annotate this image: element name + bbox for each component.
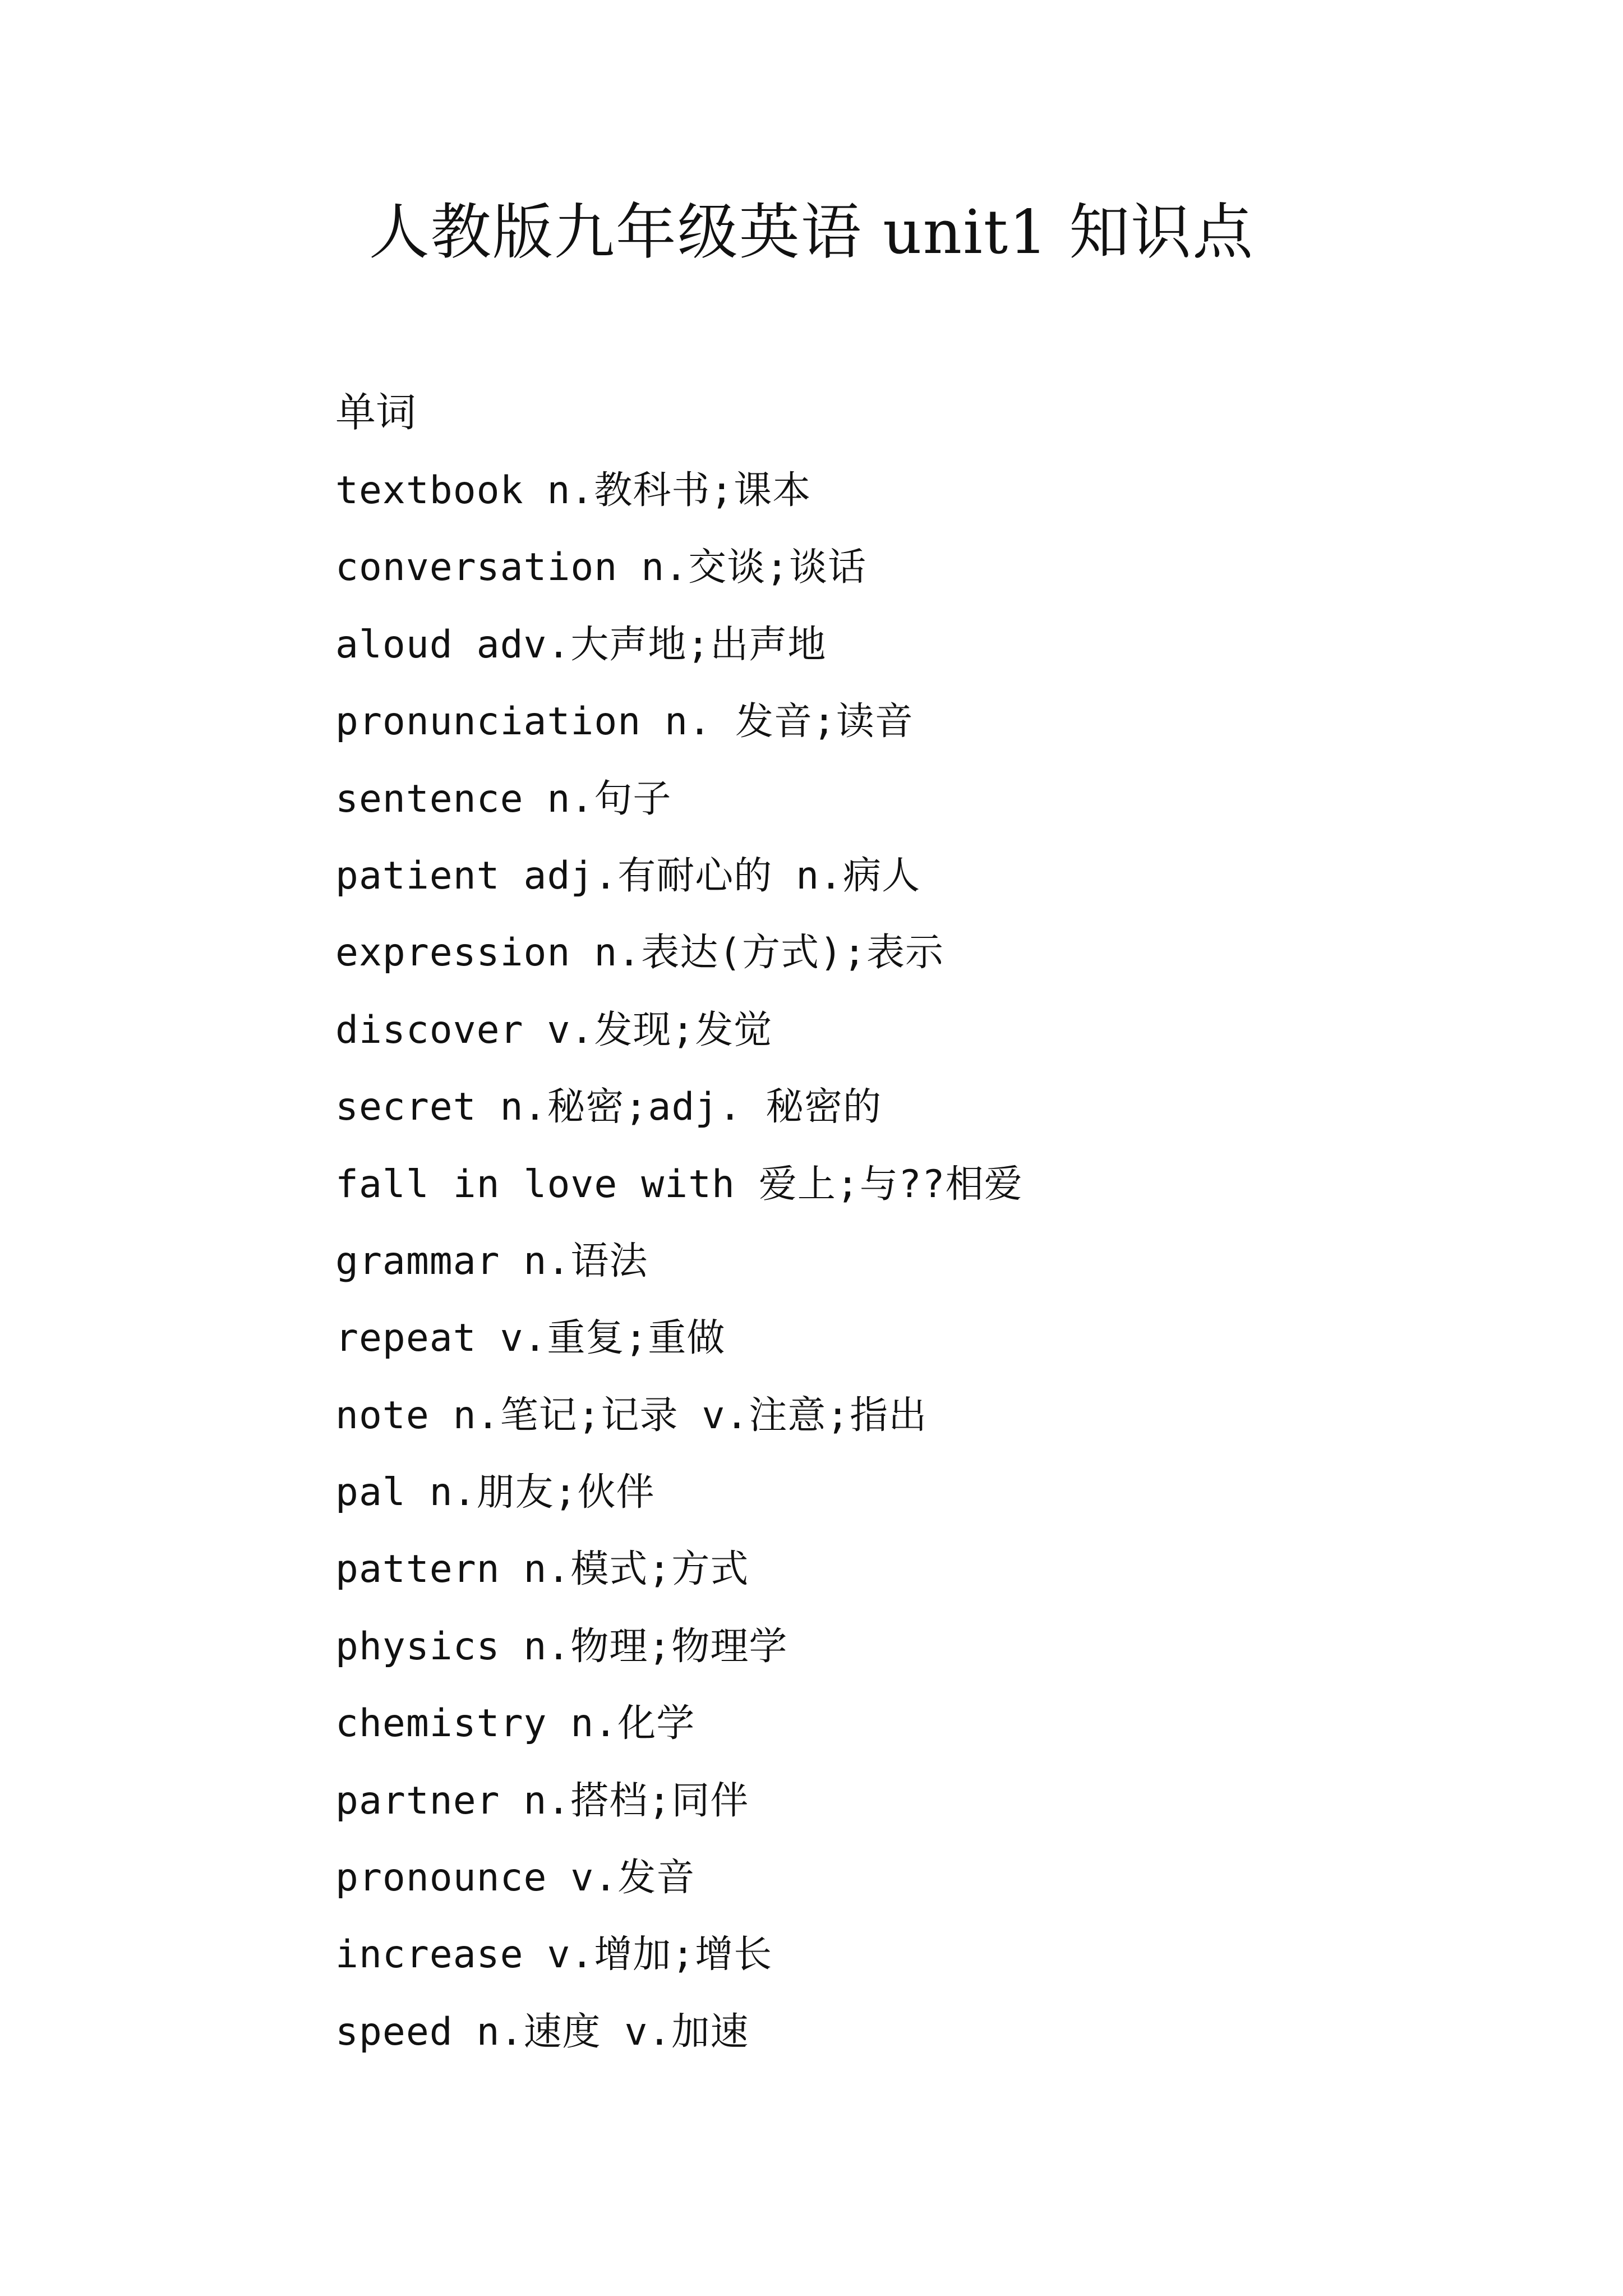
vocabulary-item: repeat v.重复;重做 bbox=[335, 1316, 726, 1361]
vocabulary-item: grammar n.语法 bbox=[335, 1239, 648, 1283]
document-title: 人教版九年级英语 unit1 知识点 bbox=[368, 197, 1255, 268]
vocabulary-item: chemistry n.化学 bbox=[335, 1701, 695, 1746]
section-heading-vocabulary: 单词 bbox=[335, 389, 417, 436]
vocabulary-item: expression n.表达(方式);表示 bbox=[335, 931, 944, 976]
vocabulary-item: textbook n.教科书;课本 bbox=[335, 468, 811, 513]
vocabulary-item: discover v.发现;发觉 bbox=[335, 1007, 773, 1052]
vocabulary-list bbox=[335, 466, 1023, 2084]
vocabulary-item: conversation n.交谈;谈话 bbox=[335, 545, 867, 590]
vocabulary-item: fall in love with 爱上;与??相爱 bbox=[335, 1162, 1023, 1207]
vocabulary-item: pronounce v.发音 bbox=[335, 1856, 695, 1901]
vocabulary-item: pattern n.模式;方式 bbox=[335, 1547, 749, 1592]
vocabulary-item: patient adj.有耐心的 n.病人 bbox=[335, 853, 921, 898]
vocabulary-item: pal n.朋友;伙伴 bbox=[335, 1470, 655, 1515]
vocabulary-item: sentence n.句子 bbox=[335, 776, 672, 821]
vocabulary-item: secret n.秘密;adj. 秘密的 bbox=[335, 1085, 882, 1130]
vocabulary-item: pronunciation n. 发音;读音 bbox=[335, 700, 914, 744]
vocabulary-item: increase v.增加;增长 bbox=[335, 1932, 773, 1977]
vocabulary-item: speed n.速度 v.加速 bbox=[335, 2009, 749, 2054]
vocabulary-item: partner n.搭档;同伴 bbox=[335, 1778, 749, 1823]
vocabulary-item: aloud adv.大声地;出声地 bbox=[335, 622, 827, 667]
vocabulary-item: note n.笔记;记录 v.注意;指出 bbox=[335, 1393, 928, 1438]
vocabulary-item: physics n.物理;物理学 bbox=[335, 1624, 788, 1669]
